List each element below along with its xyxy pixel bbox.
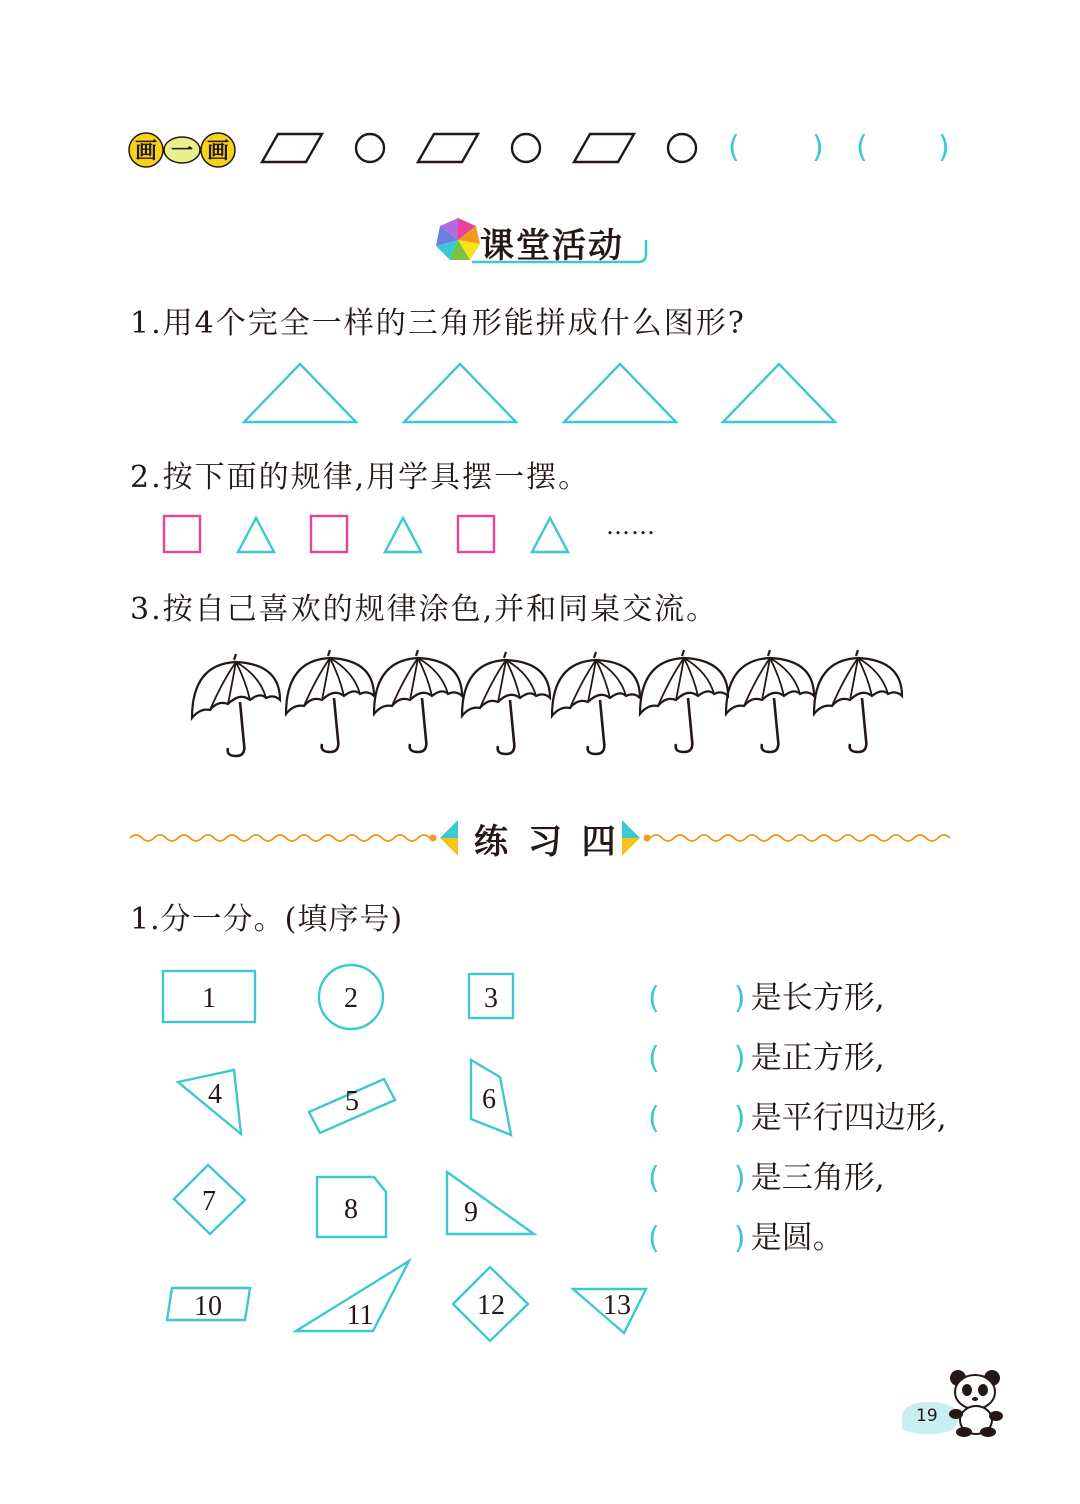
square-shape-2: [311, 516, 347, 552]
badge-char-2: 一: [171, 139, 194, 164]
shape-1-label: 1: [202, 983, 216, 1014]
umbrella-row: [0, 650, 1080, 760]
answer-square-row: [648, 1032, 885, 1077]
triangle-shape-4: [723, 364, 835, 422]
activity-q2-text: 2.按下面的规律,用学具摆一摆。: [130, 460, 591, 495]
blank-close-paren-2: ): [938, 130, 950, 165]
answer-rectangle-label: 是长方形,: [750, 980, 885, 1016]
blank-open-paren-1: (: [728, 130, 740, 165]
answer-rectangle-row: [648, 972, 885, 1017]
parallelogram-shape-3: [574, 134, 634, 162]
umbrella-5: [552, 652, 640, 754]
answer-parallelogram-close: ): [733, 1101, 746, 1136]
circle-shape-1: [356, 134, 384, 162]
answer-rectangle-open: (: [648, 981, 660, 1016]
answer-parallelogram-row: [648, 1092, 947, 1137]
answer-square-close: ): [733, 1041, 746, 1076]
triangle-shape-3: [564, 364, 676, 422]
pattern-row: [0, 120, 1080, 180]
answer-circle-label: 是圆。: [750, 1220, 844, 1256]
circle-shape-2: [512, 134, 540, 162]
blank-open-paren-2: (: [856, 130, 868, 165]
activity-title: 课堂活动: [480, 226, 624, 266]
shape-2-label: 2: [344, 983, 358, 1014]
answer-circle-row: [648, 1212, 844, 1257]
umbrella-3: [374, 650, 462, 752]
triangle-small-1: [238, 518, 274, 552]
shapes-grid: [0, 950, 700, 1370]
panda-icon: [944, 1368, 1008, 1440]
parallelogram-shape-1: [262, 134, 322, 162]
square-shape-3: [458, 516, 494, 552]
shape-13-label: 13: [603, 1290, 631, 1321]
shape-7-label: 7: [202, 1186, 216, 1217]
page-number: 19: [916, 1406, 938, 1426]
shape-3-label: 3: [484, 983, 498, 1014]
umbrella-6: [640, 650, 728, 752]
umbrella-7: [726, 650, 814, 752]
answer-triangle-row: [648, 1152, 885, 1197]
badge-char-3: 画: [207, 139, 230, 164]
circle-shape-3: [668, 134, 696, 162]
pattern-ellipsis: ……: [606, 512, 656, 540]
shape-6-label: 6: [482, 1084, 496, 1115]
answer-square-label: 是正方形,: [750, 1040, 885, 1076]
shape-5-label: 5: [345, 1086, 359, 1117]
answer-triangle-close: ): [733, 1161, 746, 1196]
shape-10-label: 10: [194, 1291, 222, 1322]
triangle-small-2: [385, 518, 421, 552]
umbrella-8: [814, 650, 902, 752]
answer-parallelogram-label: 是平行四边形,: [750, 1100, 947, 1136]
answer-square-open: (: [648, 1041, 660, 1076]
triangles-row: [0, 360, 1080, 430]
answer-triangle-open: (: [648, 1161, 660, 1196]
umbrella-1: [192, 654, 280, 756]
shape-11-label: 11: [346, 1300, 374, 1331]
shape-8-label: 8: [344, 1194, 358, 1225]
shape-12-label: 12: [477, 1290, 505, 1321]
activity-q3-text: 3.按自己喜欢的规律涂色,并和同桌交流。: [130, 592, 719, 627]
umbrella-2: [286, 650, 374, 752]
answer-circle-open: (: [648, 1221, 660, 1256]
activity-q1-text: 1.用4个完全一样的三角形能拼成什么图形?: [130, 306, 746, 341]
triangle-small-3: [532, 518, 568, 552]
badge-char-1: 画: [135, 139, 158, 164]
answer-rectangle-close: ): [733, 981, 746, 1016]
parallelogram-shape-2: [418, 134, 478, 162]
blank-close-paren-1: ): [812, 130, 824, 165]
shape-9-triangle: [447, 1172, 534, 1234]
answer-circle-close: ): [733, 1221, 746, 1256]
triangle-shape-1: [244, 364, 356, 422]
pattern-sequence: [0, 510, 1080, 560]
triangle-shape-2: [404, 364, 516, 422]
answer-parallelogram-open: (: [648, 1101, 660, 1136]
exercise-q1-text: 1.分一分。(填序号): [130, 902, 404, 937]
answer-triangle-label: 是三角形,: [750, 1160, 885, 1196]
umbrella-4: [462, 652, 550, 754]
shape-4-label: 4: [208, 1079, 222, 1110]
square-shape-1: [164, 516, 200, 552]
exercise-title: 练 习 四: [474, 822, 620, 862]
shape-9-label: 9: [464, 1197, 478, 1228]
